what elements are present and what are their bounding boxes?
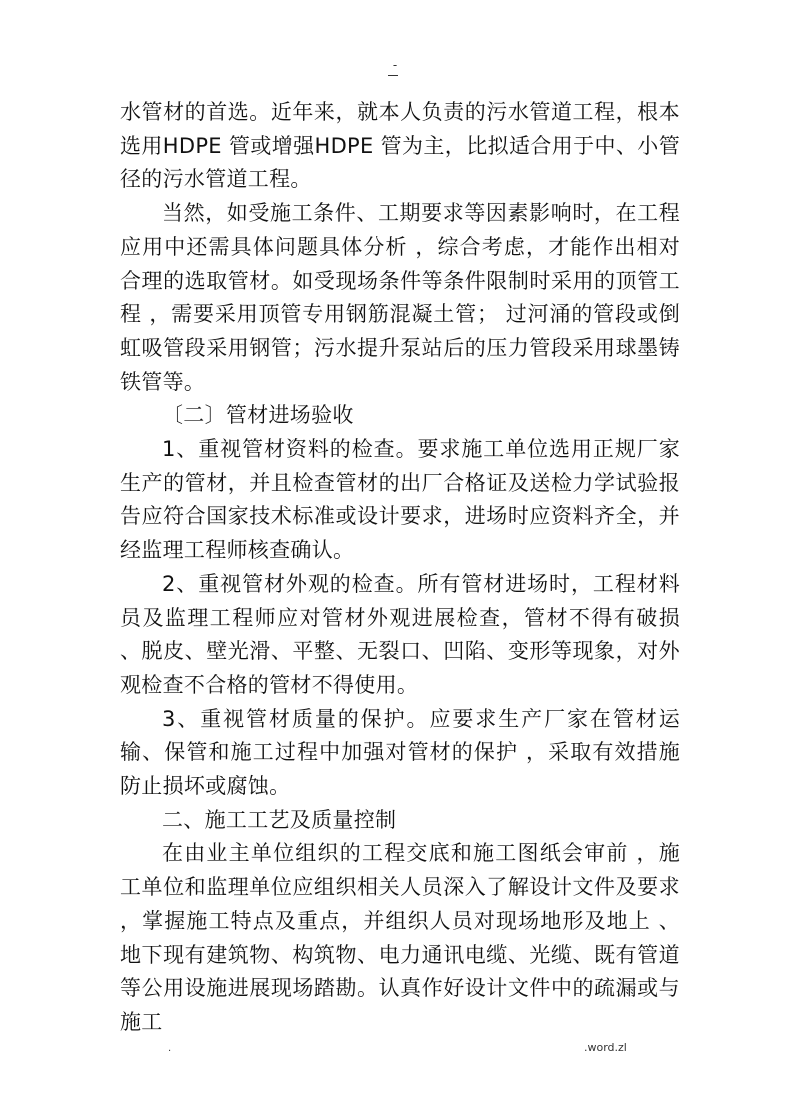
paragraph-construction: 在由业主单位组织的工程交底和施工图纸会审前 ，施工单位和监理单位应组织相关人员深入了解设计文件及要求 ，掌握施工特点及重点，并组织人员对现场地形及地上 、地下现有建筑物、构筑物、电力通讯电缆、光缆、既有管道等公用设施进展现场踏勘。认真作好设计文件中的疏漏或与施工 — [120, 841, 680, 1034]
paragraph-item-1: 1、重视管材资料的检查。要求施工单位选用正规厂家生产的管材，并且检查管材的出厂合格证及送检力学试验报告应符合国家技术标准或设计要求，进场时应资料齐全，并经监理工程师核查确认。 — [120, 437, 680, 563]
section-heading-pipe-inspection: 〔二〕管材进场验收 — [162, 403, 354, 428]
footer-left-mark: . — [168, 1043, 172, 1054]
document-body — [120, 96, 680, 1040]
paragraph-2: 当然，如受施工条件、工期要求等因素影响时，在工程应用中还需具体问题具体分析 ，综合考虑，才能作出相对合理的选取管材。如受现场条件等条件限制时采用的顶管工程 ，需要采用顶管专用钢筋混凝土管； 过河涌的管段或倒虹吸管段采用钢管；污水提升泵站后的压力管段采用球墨铸铁管等。 — [120, 201, 680, 394]
paragraph-item-2: 2、重视管材外观的检查。所有管材进场时，工程材料员及监理工程师应对管材外观进展检查，管材不得有破损 、脱皮、壁光滑、平整、无裂口、凹陷、变形等现象，对外观检查不合格的管材不得使用。 — [120, 571, 680, 697]
page-header-mark: - — [392, 58, 398, 72]
footer-watermark: .word.zl — [584, 1041, 627, 1054]
paragraph-item-3: 3、重视管材质量的保护。应要求生产厂家在管材运输、保管和施工过程中加强对管材的保护 ，采取有效措施防止损坏或腐蚀。 — [120, 706, 680, 799]
section-heading-construction: 二、施工工艺及质量控制 — [162, 807, 397, 832]
paragraph-1: 水管材的首选。近年来，就本人负责的污水管道工程，根本选用HDPE 管或增强HDPE 管为主，比拟适合用于中、小管径的污水管道工程。 — [120, 100, 680, 192]
header-rule — [388, 75, 398, 76]
